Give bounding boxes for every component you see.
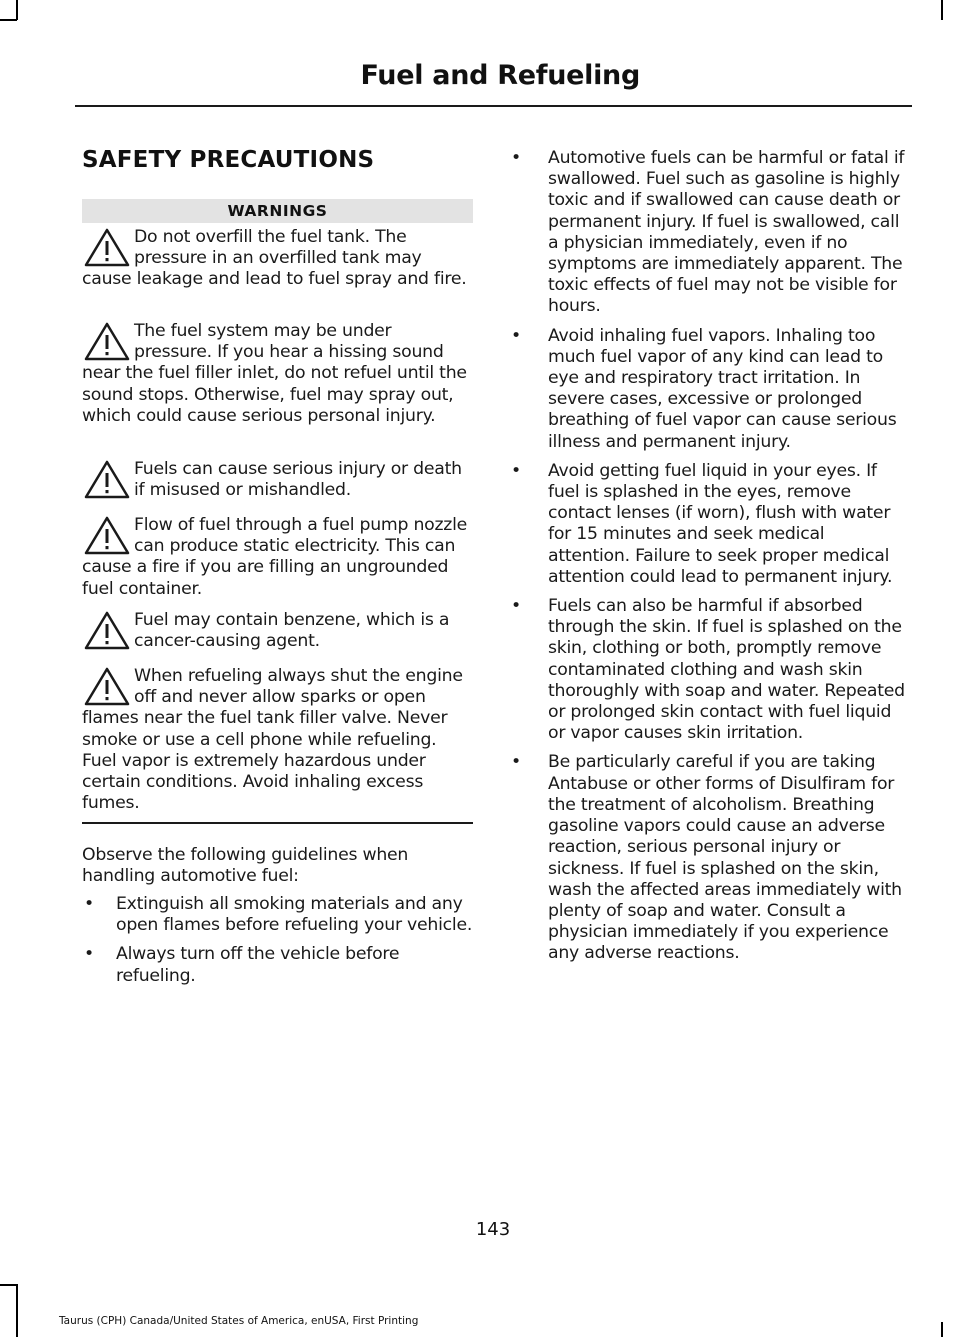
list-item-text: Automotive fuels can be harmful or fatal if swallowed. Fuel such as gasoline is highly toxic and if swallowed can cause death or permanent injury. If fuel is swallowed, call a physician immediately, even if no symptoms are immediately apparent. The toxic effects of fuel may not be visible for hours. bbox=[548, 148, 905, 317]
crop-mark-top-left bbox=[16, 0, 18, 20]
bullet-icon: • bbox=[511, 596, 521, 617]
warning-item bbox=[82, 459, 474, 501]
bullet-icon: • bbox=[511, 148, 521, 168]
list-item bbox=[82, 944, 474, 986]
warning-item bbox=[82, 515, 474, 600]
section-title: SAFETY PRECAUTIONS bbox=[82, 147, 375, 173]
crop-mark-bottom-left-horizontal bbox=[0, 1284, 17, 1286]
bullet-icon: • bbox=[511, 325, 521, 346]
warning-triangle-icon bbox=[82, 227, 132, 269]
warning-text: Do not overfill the fuel tank. The pressure in an overfilled tank may cause leakage and lead to fuel spray and fire. bbox=[82, 227, 467, 290]
warning-triangle-icon bbox=[82, 515, 132, 557]
bullet-icon: • bbox=[84, 894, 94, 914]
list-item-text: Avoid inhaling fuel vapors. Inhaling too much fuel vapor of any kind can lead to eye and respiratory tract irritation. In severe cases, excessive or prolonged breathing of fuel vapor can cause serious illness and permanent injury. bbox=[548, 325, 897, 452]
crop-mark-bottom-right bbox=[941, 1322, 943, 1337]
warning-item bbox=[82, 321, 474, 427]
page-header-title: Fuel and Refueling bbox=[360, 60, 640, 91]
warning-text: Fuels can cause serious injury or death if misused or mishandled. bbox=[134, 459, 462, 501]
warning-item bbox=[82, 610, 474, 652]
header-divider bbox=[75, 105, 912, 107]
crop-mark-top-left-horizontal bbox=[0, 19, 17, 21]
list-item bbox=[82, 894, 474, 936]
bullet-icon: • bbox=[84, 944, 94, 965]
page-footer: Taurus (CPH) Canada/United States of America, enUSA, First Printing bbox=[59, 1315, 419, 1327]
warning-text: Fuel may contain benzene, which is a cancer-causing agent. bbox=[134, 610, 450, 652]
warning-triangle-icon bbox=[82, 459, 132, 501]
list-item-text: Avoid getting fuel liquid in your eyes. If fuel is splashed in the eyes, remove contact lenses (if worn), flush with water for 15 minutes and seek medical attention. Failure to seek proper medical attention could lead to permanent injury. bbox=[548, 460, 893, 587]
list-item bbox=[509, 148, 909, 318]
warning-triangle-icon bbox=[82, 610, 132, 652]
list-item bbox=[509, 596, 909, 744]
bullet-icon: • bbox=[511, 460, 521, 481]
warning-text: When refueling always shut the engine off and never allow sparks or open flames near the fuel tank filler valve. Never smoke or use a cell phone while refueling. Fuel vapor is extremely hazardous under certain conditions. Avoid inhaling excess fumes. bbox=[82, 666, 463, 814]
list-item-text: Always turn off the vehicle before refueling. bbox=[116, 944, 400, 986]
warnings-end-divider bbox=[82, 822, 473, 824]
page-number: 143 bbox=[475, 1219, 511, 1240]
crop-mark-top-right bbox=[941, 0, 943, 20]
guidelines-list-left bbox=[82, 894, 474, 995]
list-item-text: Fuels can also be harmful if absorbed through the skin. If fuel is splashed on the skin, clothing or both, promptly remove contaminated clothing and wash skin thoroughly with soap and water. Repeated or prolonged skin contact with fuel liquid or vapor causes skin irritation. bbox=[548, 596, 905, 744]
list-item-text: Extinguish all smoking materials and any open flames before refueling your vehicle. bbox=[116, 894, 473, 936]
warning-item bbox=[82, 227, 474, 291]
guidelines-list-right bbox=[509, 148, 909, 973]
warning-text: The fuel system may be under pressure. If you hear a hissing sound near the fuel filler inlet, do not refuel until the sound stops. Otherwise, fuel may spray out, which could cause serious personal injury. bbox=[82, 321, 467, 426]
warning-triangle-icon bbox=[82, 666, 132, 708]
list-item bbox=[509, 461, 909, 588]
warning-text: Flow of fuel through a fuel pump nozzle can produce static electricity. This can cause a fire if you are filling an ungrounded fuel container. bbox=[82, 515, 468, 599]
warning-triangle-icon bbox=[82, 321, 132, 363]
crop-mark-bottom-left bbox=[16, 1284, 18, 1337]
guidelines-intro: Observe the following guidelines when handling automotive fuel: bbox=[82, 845, 409, 887]
warnings-heading: WARNINGS bbox=[82, 199, 473, 223]
list-item-text: Be particularly careful if you are taking Antabuse or other forms of Disulfiram for the treatment of alcoholism. Breathing gasoline vapors could cause an adverse reaction, serious personal injury or sickness. If fuel is splashed on the skin, wash the affected areas immediately with plenty of soap and water. Consult a physician immediately if you experience any adverse reactions. bbox=[548, 752, 902, 964]
list-item bbox=[509, 752, 909, 964]
bullet-icon: • bbox=[511, 752, 521, 773]
list-item bbox=[509, 326, 909, 453]
warning-item bbox=[82, 666, 474, 814]
